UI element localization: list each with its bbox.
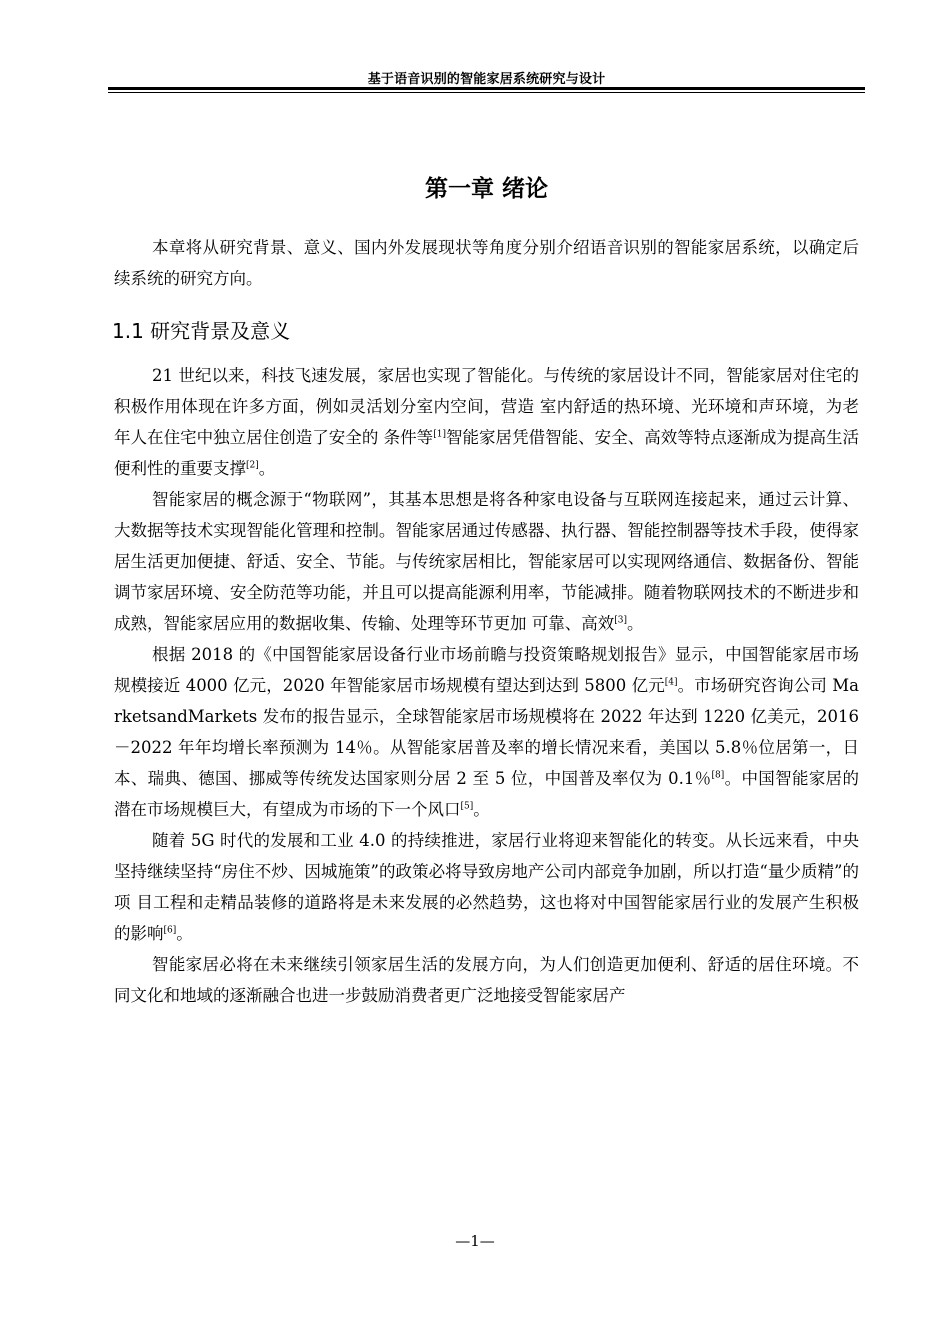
text-run: 智能家居凭借智能、安全、高效等特点逐渐成为提高生活便利性的重要支撑 (114, 428, 860, 478)
paragraph-5 (114, 949, 859, 1011)
page-number: —1— (455, 1232, 495, 1250)
paragraph-4 (114, 825, 859, 949)
section-body (114, 360, 859, 1011)
citation: [5] (460, 801, 474, 812)
header-rule-thin (108, 92, 865, 93)
intro-paragraph: 本章将从研究背景、意义、国内外发展现状等角度分别介绍语音识别的智能家居系统，以确定后续系统的研究方向。 (114, 238, 859, 288)
paragraph-2 (114, 484, 859, 639)
header-rule-thick (108, 87, 865, 90)
chapter-title: 第一章 绪论 (424, 176, 548, 202)
text-run: 根据 2018 的《中国智能家居设备行业市场前瞻与投资策略规划报告》显示，中国智能家居市场规模接近 4000 亿元，2020 年智能家居市场规模有望达到达到 5800 亿元 (114, 645, 859, 695)
text-run: 。市场研究咨询公司 MarketsandMarkets 发布的报告显示，全球智能家居市场规模将在 2022 年达到 1220 亿美元，2016－2022 年年均增长率预测为 14％。从智能家居普及率的增长情况来看，美国以 5.8％位居第一，日本、瑞典、德国、挪威等传统发达国家则分居 2 至 5 位，中国普及率仅为 0.1％ (114, 676, 859, 788)
citation: [2] (246, 460, 259, 471)
citation: [8] (711, 770, 725, 781)
text-run: 智能家居必将在未来继续引领家居生活的发展方向，为人们创造更加便利、舒适的居住环境。不同文化和地域的逐渐融合也进一步鼓励消费者更广泛地接受智能家居产 (114, 955, 859, 1005)
text-run: 。 (258, 459, 276, 478)
citation: [1] (433, 429, 446, 440)
text-run: 。 (176, 924, 193, 943)
citation: [4] (664, 677, 678, 688)
text-run: 。 (473, 800, 490, 819)
intro-block (114, 232, 859, 294)
paragraph-1 (114, 360, 859, 484)
section-title: 1.1 研究背景及意义 (112, 319, 291, 343)
text-run: 。 (627, 614, 644, 633)
citation: [6] (163, 925, 177, 936)
citation: [3] (614, 615, 627, 626)
text-run: 智能家居的概念源于“物联网”，其基本思想是将各种家电设备与互联网连接起来，通过云计算、大数据等技术实现智能化管理和控制。智能家居通过传感器、执行器、智能控制器等技术手段，使得家居生活更加便捷、舒适、安全、节能。与传统家居相比，智能家居可以实现网络通信、数据备份、智能调节家居环境、安全防范等功能，并且可以提高能源利用率，节能减排。随着物联网技术的不断进步和成熟，智能家居应用的数据收集、传输、处理等环节更加 可靠、高效 (114, 490, 859, 633)
text-run: 。中国智能家居的潜在市场规模巨大，有望成为市场的下一个风口 (114, 769, 859, 819)
text-run: 21 世纪以来，科技飞速发展，家居也实现了智能化。与传统的家居设计不同，智能家居对住宅的积极作用体现在许多方面，例如灵活划分室内空间，营造 室内舒适的热环境、光环境和声环境，为老年人在住宅中独立居住创造了安全的 条件等 (114, 366, 859, 447)
paragraph-3 (114, 639, 859, 825)
text-run: 随着 5G 时代的发展和工业 4.0 的持续推进，家居行业将迎来智能化的转变。从长远来看，中央坚持继续坚持“房住不炒、因城施策”的政策必将导致房地产公司内部竞争加剧，所以打造“量少质精”的项 目工程和走精品装修的道路将是未来发展的必然趋势，这也将对中国智能家居行业的发展产生积极的影响 (114, 831, 859, 943)
running-header: 基于语音识别的智能家居系统研究与设计 (367, 72, 606, 87)
